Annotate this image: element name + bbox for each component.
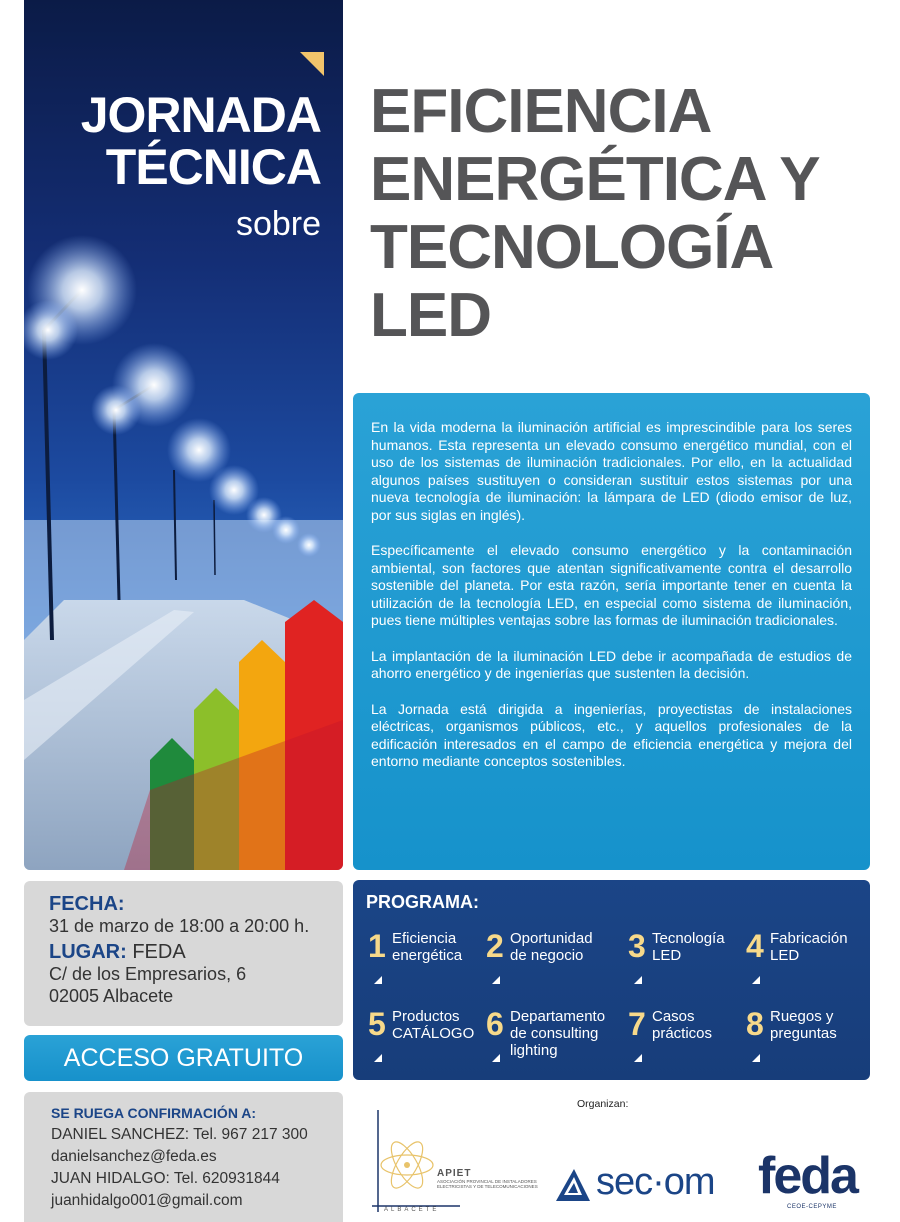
programa-item-label: Eficiencia energética [392, 930, 463, 964]
apiet-text [437, 1168, 552, 1189]
programa-item [486, 926, 604, 996]
feda-logo-text: feda [758, 1147, 857, 1205]
description-paragraph-4: La Jornada está dirigida a ingenierías, proyectistas de instalaciones eléctricas, organismos públicos, etc., y aquellos profesionales de la edificación interesados en el campo de eficiencia energética y mejora del entorno mediante conceptos sostenibles. [371, 700, 852, 769]
programa-item [628, 926, 746, 996]
contact-juan-email[interactable]: juanhidalgo001@gmail.com [51, 1192, 243, 1209]
programa-item-number: 2 [486, 928, 504, 964]
organizers-label: Organizan: [577, 1098, 629, 1110]
lugar-row [49, 941, 343, 963]
event-info-box [24, 881, 343, 1026]
secom-logo-icon [556, 1165, 594, 1201]
hero-title-line1: JORNADA [80, 87, 321, 143]
title-line4: LED [370, 281, 491, 350]
lugar-value: FEDA [126, 941, 186, 963]
programa-item-label: Ruegos y preguntas [770, 1008, 837, 1042]
hero-title-line3: sobre [235, 205, 321, 243]
corner-arrow-icon [634, 976, 642, 984]
corner-arrow-icon [634, 1054, 642, 1062]
apiet-logo-icon [372, 1110, 462, 1220]
address-line1: C/ de los Empresarios, 6 [49, 964, 247, 984]
apiet-name: APIET [437, 1168, 472, 1179]
corner-arrow-icon [374, 1054, 382, 1062]
title-line2: ENERGÉTICA Y [370, 145, 820, 214]
programa-box [353, 880, 870, 1080]
contact-daniel-phone: DANIEL SANCHEZ: Tel. 967 217 300 [51, 1126, 308, 1143]
description-paragraph-2: Específicamente el elevado consumo energético y la contaminación ambiental, son factores que atentan significativamente contra el desarrollo sostenible del planeta. Por esta razón, sería importante tener en cuenta la utilización de la tecnología LED, en especial como sistema de iluminación, pues tiene múltiples ventajas sobre las formas de iluminación tradicionales. [371, 542, 852, 628]
programa-item [746, 1004, 864, 1074]
contact-daniel-email[interactable]: danielsanchez@feda.es [51, 1148, 217, 1165]
programa-item [368, 1004, 486, 1074]
programa-item-label: Productos CATÁLOGO [392, 1008, 475, 1042]
programa-item-label: Tecnología LED [652, 930, 725, 964]
programa-item-number: 8 [746, 1006, 764, 1042]
programa-item-label: Casos prácticos [652, 1008, 713, 1042]
fecha-value: 31 de marzo de 18:00 a 20:00 h. [49, 916, 310, 936]
programa-item [368, 926, 486, 996]
programa-item [628, 1004, 746, 1074]
programa-item-number: 4 [746, 928, 764, 964]
confirmation-box [24, 1092, 343, 1222]
confirmation-heading: SE RUEGA CONFIRMACIÓN A: [51, 1105, 257, 1121]
page-title [370, 78, 890, 350]
address-line2: 02005 Albacete [49, 986, 174, 1006]
programa-item [486, 1004, 604, 1074]
fecha-label: FECHA: [49, 893, 125, 915]
programa-item-label: Oportunidad de negocio [510, 930, 593, 964]
programa-item-label: Fabricación LED [770, 930, 848, 964]
hero-panel [24, 0, 343, 870]
programa-item-number: 6 [486, 1006, 504, 1042]
corner-arrow-icon [752, 1054, 760, 1062]
title-line1: EFICIENCIA [370, 77, 712, 146]
programa-item-number: 7 [628, 1006, 646, 1042]
programa-item-label: Departamento de consulting lighting [510, 1008, 606, 1059]
description-paragraph-3: La implantación de la iluminación LED debe ir acompañada de estudios de ahorro energético y de ingenierías que sustenten la decisión. [371, 647, 852, 681]
corner-arrow-icon [374, 976, 382, 984]
programa-item-number: 5 [368, 1006, 386, 1042]
apiet-subtitle: ASOCIACIÓN PROVINCIAL DE INSTALADORES ELECTRICISTAS Y DE TELECOMUNICACIONES [437, 1179, 538, 1189]
programa-item-number: 3 [628, 928, 646, 964]
free-access-banner: ACCESO GRATUITO [24, 1035, 343, 1081]
programa-item [746, 926, 864, 996]
hero-title-line2: TÉCNICA [105, 139, 321, 195]
corner-arrow-icon [492, 976, 500, 984]
feda-logo-subtitle: CEOE-CEPYME [787, 1204, 837, 1210]
description-paragraph-1: En la vida moderna la iluminación artificial es imprescindible para los seres humanos. Esta representa un elevado consumo energético mundial, con el uso de los sistemas de iluminación tradicionales. Por ello, en la actualidad algunos países sustituyen o consideran sustituir estos sistemas por una nueva tecnología de iluminación: la lámpara de LED (diodo emisor de luz, por sus siglas en inglés). [371, 419, 852, 523]
corner-arrow-icon [752, 976, 760, 984]
description-box [353, 393, 870, 870]
lugar-label: LUGAR: [49, 941, 127, 963]
contact-juan-phone: JUAN HIDALGO: Tel. 620931844 [51, 1170, 280, 1187]
secom-logo-text: sec·om [596, 1161, 715, 1203]
programa-title: PROGRAMA: [366, 892, 479, 912]
title-line3: TECNOLOGÍA [370, 213, 774, 282]
programa-item-number: 1 [368, 928, 386, 964]
apiet-city: ALBACETE [384, 1207, 440, 1213]
corner-arrow-icon [492, 1054, 500, 1062]
